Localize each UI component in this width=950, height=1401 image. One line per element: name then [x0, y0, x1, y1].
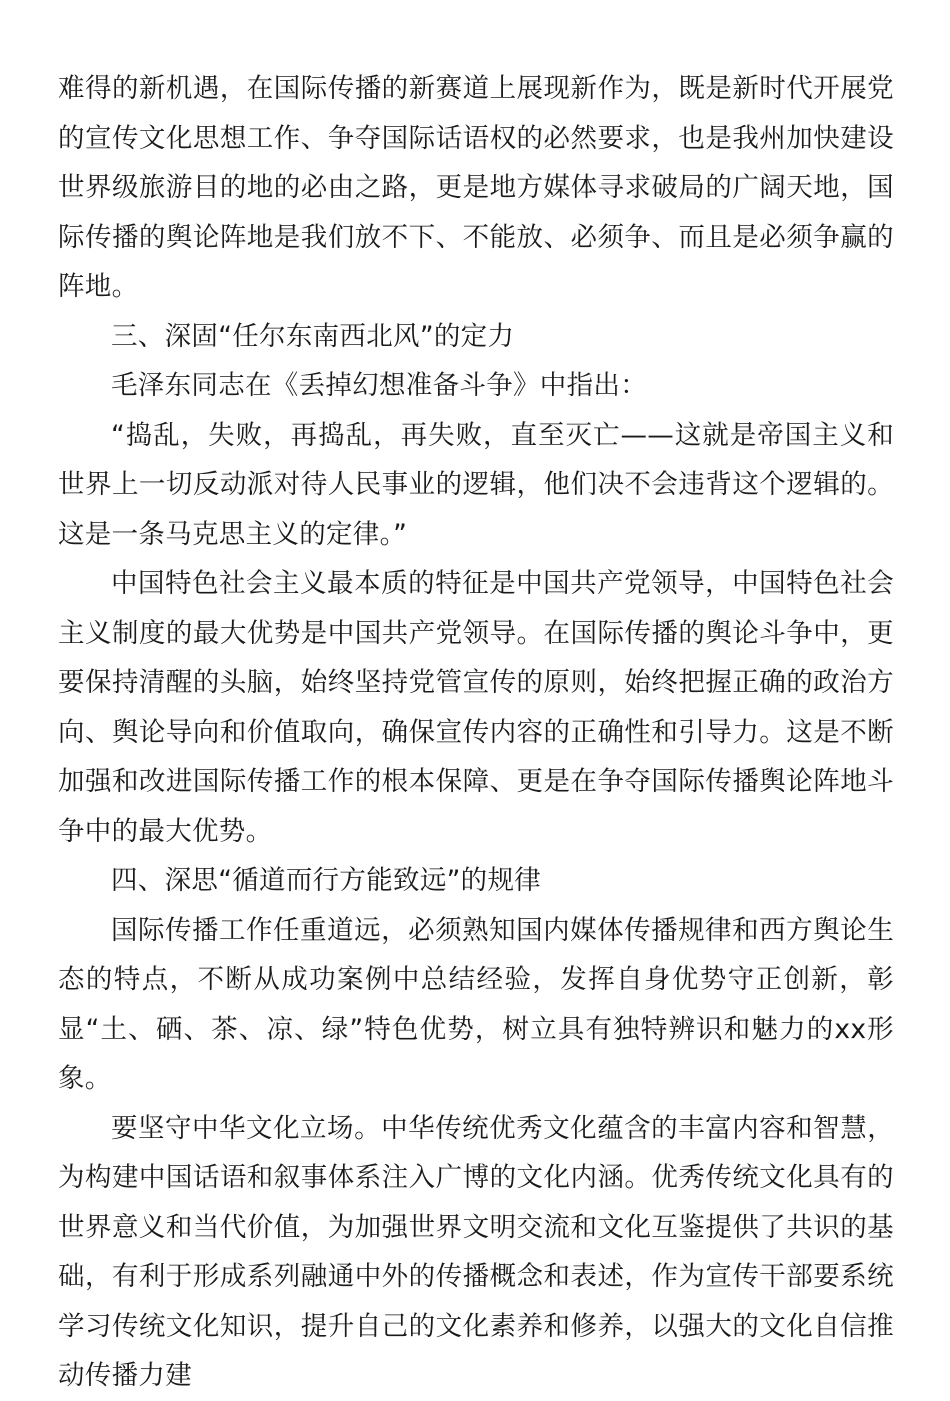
paragraph-quote-intro: 毛泽东同志在《丢掉幻想准备斗争》中指出：: [111, 370, 647, 401]
section-heading-three: 三、深固“任尔东南西北风”的定力: [111, 320, 515, 352]
section-heading-four: 四、深思“循道而行方能致远”的规律: [111, 865, 542, 896]
paragraph-chinese-culture: 要坚守中华文化立场。中华传统优秀文化蕴含的丰富内容和智慧，为构建中国话语和叙事体系注入广博的文化内涵。优秀传统文化具有的世界意义和当代价值，为加强世界文明交流和文化互鉴提供了共识的基础，有利于形成系列融通中外的传播概念和表述，作为宣传干部要系统学习传统文化知识，提升自己的文化素养和修养，以强大的文化自信推动传播力建: [58, 1112, 894, 1391]
paragraph-continued: 难得的新机遇，在国际传播的新赛道上展现新作为，既是新时代开展党的宣传文化思想工作、争夺国际话语权的必然要求，也是我州加快建设世界级旅游目的地的必由之路，更是地方媒体寻求破局的广阔天地，国际传播的舆论阵地是我们放不下、不能放、必须争、而且是必须争赢的阵地。: [58, 73, 894, 302]
paragraph-quotation: “捣乱，失败，再捣乱，再失败，直至灭亡——这就是帝国主义和世界上一切反动派对待人民事业的逻辑，他们决不会违背这个逻辑的。这是一条马克思主义的定律。”: [58, 419, 894, 550]
paragraph-party-leadership: 中国特色社会主义最本质的特征是中国共产党领导，中国特色社会主义制度的最大优势是中国共产党领导。在国际传播的舆论斗争中，更要保持清醒的头脑，始终坚持党管宣传的原则，始终把握正确的政治方向、舆论导向和价值取向，确保宣传内容的正确性和引导力。这是不断加强和改进国际传播工作的根本保障、更是在争夺国际传播舆论阵地斗争中的最大优势。: [58, 568, 894, 847]
paragraph-international-communication: 国际传播工作任重道远，必须熟知国内媒体传播规律和西方舆论生态的特点，不断从成功案例中总结经验，发挥自身优势守正创新，彰显“土、硒、茶、凉、绿”特色优势，树立具有独特辨识和魅力的xx形象。: [58, 914, 894, 1094]
document-page: [58, 64, 894, 1401]
